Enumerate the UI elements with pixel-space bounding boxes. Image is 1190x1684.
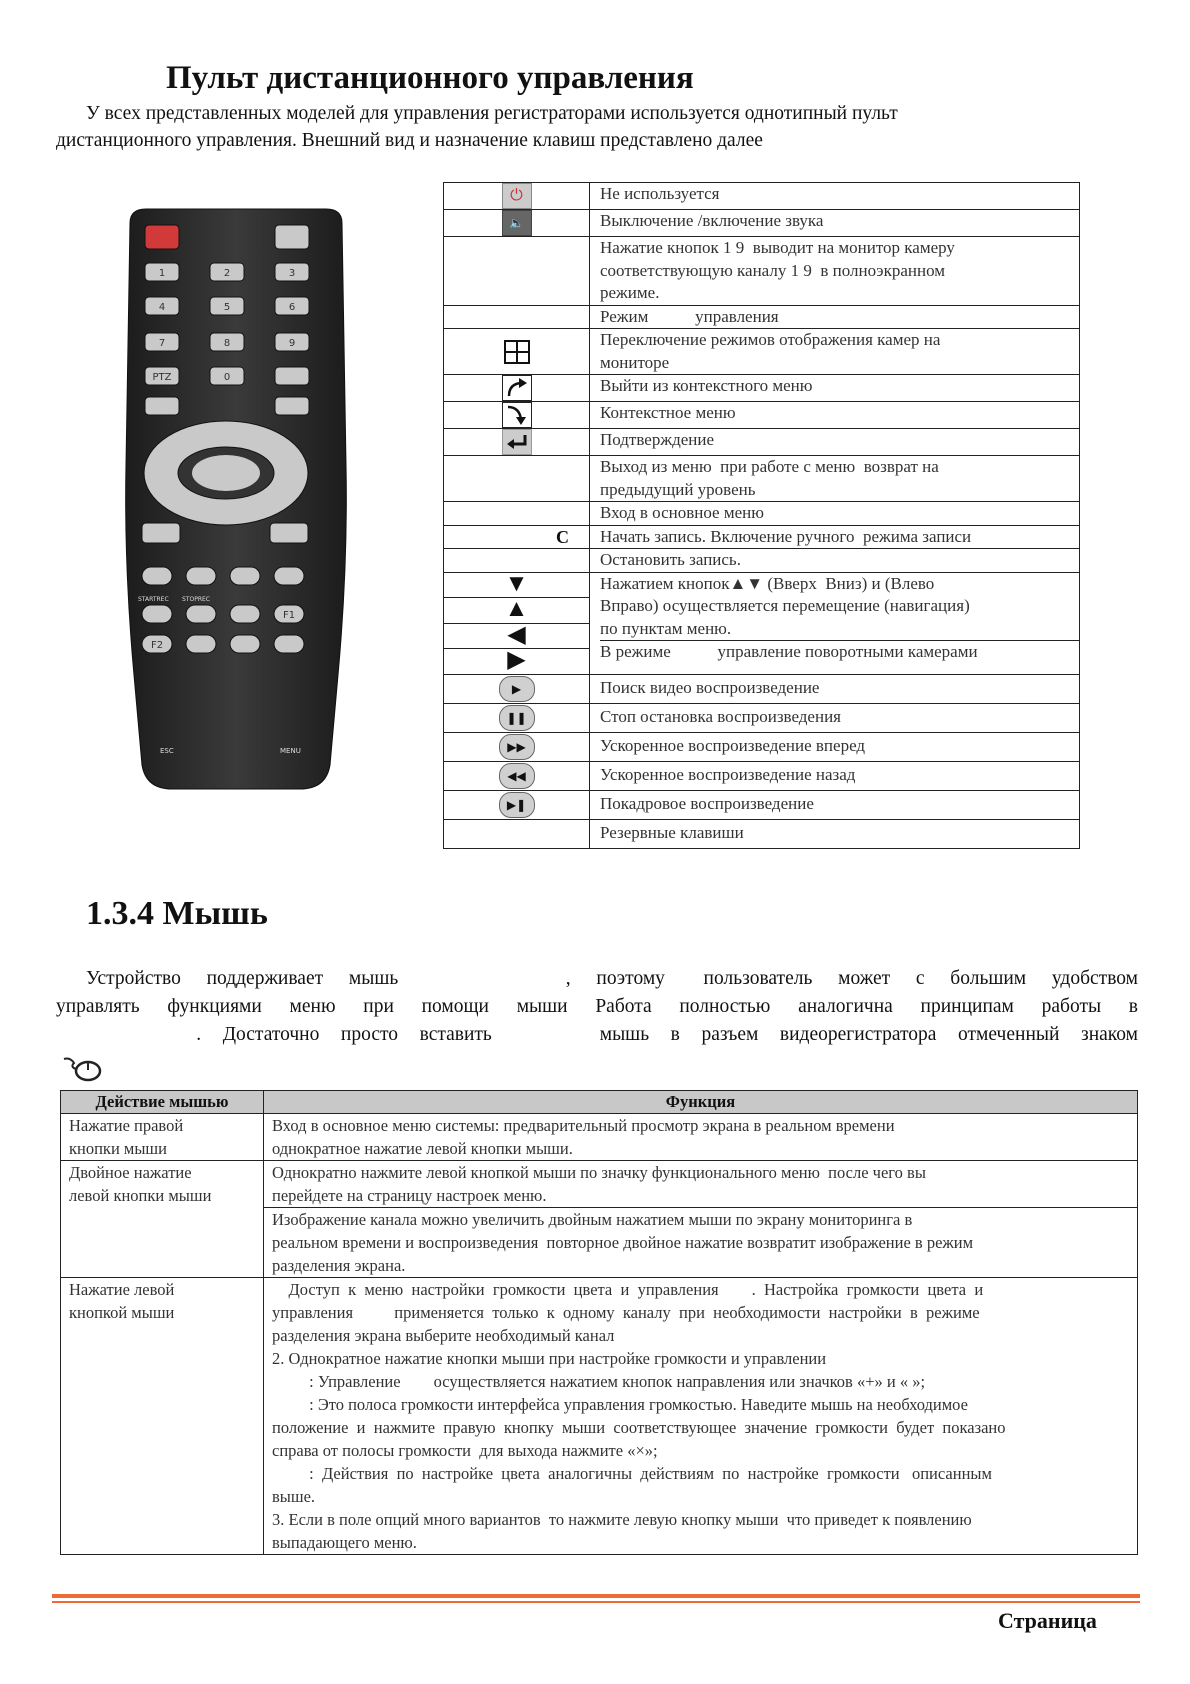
key-icon-cell (444, 183, 590, 210)
key-icon-cell (444, 525, 590, 549)
mouse-icon (60, 1055, 104, 1083)
play-description: Ускоренное воспроизведение назад (590, 761, 1080, 790)
mute-icon: 🔈 (502, 210, 532, 236)
function-line: Однократно нажмите левой кнопкой мыши по значку функционального меню после чего вы (272, 1163, 926, 1182)
key-row (444, 456, 1080, 502)
function-line: реальном времени и воспроизведения повторное двойное нажатие возвратит изображение в режим (272, 1233, 974, 1252)
remote-key-label: 5 (223, 302, 231, 313)
key-description-line: режиме. (600, 283, 660, 302)
key-row (444, 375, 1080, 402)
action-line: кнопки мыши (69, 1139, 167, 1158)
key-row (444, 502, 1080, 526)
function-line: 3. Если в поле опций много вариантов то нажмите левую кнопку мыши что приведет к появлению (272, 1510, 972, 1529)
play-row (444, 674, 1080, 703)
function-line: перейдете на страницу настроек меню. (272, 1186, 547, 1205)
action-cell (61, 1278, 264, 1555)
key-description-line: Переключение режимов отображения камер на (600, 330, 941, 349)
remote-rewind-key (142, 605, 172, 623)
key-description (590, 549, 1080, 573)
remote-keys-table (443, 182, 1080, 849)
play-row (444, 819, 1080, 848)
key-description-line: Режим управления (600, 306, 779, 326)
remote-power-key (145, 225, 179, 249)
function-cell (264, 1208, 1138, 1278)
key-row (444, 329, 1080, 375)
remote-pause-key (230, 567, 260, 585)
remote-key-label: PTZ (152, 372, 172, 383)
key-description (590, 210, 1080, 237)
key-description-line: Не используется (600, 184, 720, 203)
remote-mute-key (275, 225, 309, 249)
function-line: 2. Однократное нажатие кнопки мыши при настройке громкости и управлении (272, 1349, 827, 1368)
arrow-right-icon: ▶ (507, 647, 526, 673)
key-letter: C (556, 526, 569, 547)
key-description-line: предыдущий уровень (600, 479, 756, 499)
remote-key-label: 8 (223, 338, 231, 349)
frame-step-icon: ▶❚ (499, 792, 535, 818)
nav-description (590, 572, 1080, 674)
key-description-line: Нажатие кнопок 1 9 выводит на монитор камеру (600, 238, 955, 257)
remote-control-image (120, 205, 352, 793)
remote-startrec-label: STARTREC (138, 596, 169, 603)
play-row (444, 732, 1080, 761)
function-line: справа от полосы громкости для выхода нажмите «×»; (272, 1441, 658, 1460)
play-description: Резервные клавиши (590, 819, 1080, 848)
key-description (590, 502, 1080, 526)
function-line: однократное нажатие левой кнопки мыши. (272, 1139, 573, 1158)
para-line: . Достаточно просто вставить мышь в разъем видеорегистратора отмеченный знаком (56, 1024, 1138, 1045)
key-description (590, 456, 1080, 502)
nav-description-line: В режиме управление поворотными камерами (600, 640, 1079, 664)
remote-split-key (275, 367, 309, 385)
remote-stoprec-key (186, 567, 216, 585)
key-description-line: Подтверждение (600, 430, 715, 449)
split-screen-icon (504, 340, 530, 364)
remote-forward-key (186, 605, 216, 623)
action-cell (61, 1161, 264, 1278)
remote-key-label: 2 (223, 268, 231, 279)
key-icon-cell (444, 429, 590, 456)
remote-key-label: F2 (150, 640, 164, 651)
key-icon-cell (444, 237, 590, 306)
key-icon-cell (444, 502, 590, 526)
para-line: управлять функциями меню при помощи мыши Работа полностью аналогична принципам работы в (56, 996, 1138, 1017)
key-description-line: Начать запись. Включение ручного режима записи (600, 526, 972, 546)
remote-key-label: 7 (158, 338, 166, 349)
enter-icon (502, 429, 532, 455)
function-line: Изображение канала можно увеличить двойным нажатием мыши по экрану мониторинга в (272, 1210, 913, 1229)
play-row (444, 703, 1080, 732)
function-cell (264, 1114, 1138, 1161)
footer-rule (52, 1594, 1140, 1598)
remote-key-label: 3 (288, 268, 296, 279)
remote-play-key (274, 567, 304, 585)
key-icon-cell (444, 402, 590, 429)
key-row (444, 305, 1080, 329)
function-line: : Управление осуществляется нажатием кнопок направления или значков «+» и « »; (272, 1372, 926, 1391)
function-line: : Это полоса громкости интерфейса управления громкостью. Наведите мышь на необходимое (272, 1395, 968, 1414)
intro-line: У всех представленных моделей для управления регистраторами используется однотипный пульт (86, 103, 898, 124)
action-line: Нажатие правой (69, 1116, 184, 1135)
key-description (590, 402, 1080, 429)
key-row (444, 549, 1080, 573)
key-row (444, 402, 1080, 429)
power-icon: ⏻ (502, 183, 532, 209)
key-row (444, 210, 1080, 237)
key-description-line: соответствующую каналу 1 9 в полноэкранном (600, 260, 946, 280)
header-function: Функция (264, 1091, 1138, 1114)
action-line: левой кнопки мыши (69, 1186, 212, 1205)
arrow-left-icon: ◀ (507, 621, 526, 648)
pause-icon: ❚❚ (499, 705, 535, 731)
remote-exit-key (145, 397, 179, 415)
play-row (444, 790, 1080, 819)
footer-rule (52, 1601, 1140, 1603)
function-line: Доступ к меню настройки громкости цвета и управления . Настройка громкости цвета и (272, 1280, 984, 1299)
remote-step-key (230, 605, 260, 623)
key-row (444, 183, 1080, 210)
key-description (590, 429, 1080, 456)
exit-arrow-icon (502, 375, 532, 401)
key-description-line: Выход из меню при работе с меню возврат на (600, 457, 939, 476)
function-line: выше. (272, 1487, 316, 1506)
remote-key-label: 9 (288, 338, 296, 349)
remote-menu-key (270, 523, 308, 543)
key-description-line: Остановить запись. (600, 550, 741, 569)
page-title: Пульт дистанционного управления (166, 60, 694, 96)
header-action: Действие мышью (61, 1091, 264, 1114)
intro-text (56, 100, 1096, 154)
function-cell (264, 1278, 1138, 1555)
arrow-down-icon: ▼ (504, 570, 529, 597)
remote-reserve-key (230, 635, 260, 653)
action-cell (61, 1114, 264, 1161)
mouse-paragraph (56, 965, 1138, 1049)
remote-key-label: 6 (288, 302, 296, 313)
footer-page-label: Страница (998, 1608, 1097, 1633)
key-description (590, 329, 1080, 375)
key-description (590, 375, 1080, 402)
key-description (590, 305, 1080, 329)
remote-esc-label: ESC (160, 747, 174, 755)
key-description-line: Вход в основное меню (600, 503, 764, 522)
key-description-line: Выключение /включение звука (600, 211, 824, 230)
action-line: кнопкой мыши (69, 1303, 175, 1322)
function-line: Вход в основное меню системы: предварительный просмотр экрана в реальном времени (272, 1116, 895, 1135)
function-line: управления применяется только к одному каналу при необходимости настройки в режиме (272, 1303, 980, 1322)
mouse-actions-table (60, 1090, 1138, 1555)
nav-description-line: Нажатием кнопок▲▼ (Вверх Вниз) и (Влево (600, 573, 935, 593)
key-row (444, 429, 1080, 456)
key-description-line: Контекстное меню (600, 403, 736, 422)
function-line: разделения экрана. (272, 1256, 406, 1275)
key-description (590, 183, 1080, 210)
nav-description-line: по пунктам меню. (600, 618, 732, 638)
remote-key-label: 1 (158, 268, 166, 279)
remote-menu-label: MENU (280, 747, 301, 755)
key-description-line: Выйти из контекстного меню (600, 376, 813, 395)
key-description-line: мониторе (600, 352, 670, 372)
arrow-up-icon: ▲ (504, 596, 529, 622)
action-line: Нажатие левой (69, 1280, 175, 1299)
key-icon-cell (444, 456, 590, 502)
remote-key-label: 4 (158, 302, 166, 313)
function-line: : Действия по настройке цвета аналогичны действиям по настройке громкости описанным (272, 1464, 992, 1483)
section-title: 1.3.4 Мышь (86, 895, 268, 932)
remote-key-label: 0 (223, 372, 231, 383)
action-line: Двойное нажатие (69, 1163, 192, 1182)
remote-context-key (275, 397, 309, 415)
context-arrow-icon (502, 402, 532, 428)
nav-row (444, 572, 1080, 598)
remote-startrec-key (142, 567, 172, 585)
key-icon-cell (444, 329, 590, 375)
play-description: Стоп остановка воспроизведения (590, 703, 1080, 732)
key-icon-cell (444, 375, 590, 402)
key-icon-cell (444, 210, 590, 237)
remote-esc-key (142, 523, 180, 543)
table-row (61, 1278, 1138, 1555)
remote-stoprec-label: STOPREC (182, 596, 210, 603)
function-line: разделения экрана выберите необходимый канал (272, 1326, 615, 1345)
key-icon-cell (444, 305, 590, 329)
remote-reserve-key (186, 635, 216, 653)
play-icon: ▶ (499, 676, 535, 702)
function-cell (264, 1161, 1138, 1208)
intro-line: дистанционного управления. Внешний вид и назначение клавиш представлено далее (56, 130, 763, 151)
remote-key-label: F1 (282, 610, 296, 621)
function-line: выпадающего меню. (272, 1533, 417, 1552)
fast-forward-icon: ▶▶ (499, 734, 535, 760)
table-row (61, 1161, 1138, 1208)
rewind-icon: ◀◀ (499, 763, 535, 789)
play-row (444, 761, 1080, 790)
key-row (444, 237, 1080, 306)
table-row (61, 1114, 1138, 1161)
key-description (590, 237, 1080, 306)
play-description: Поиск видео воспроизведение (590, 674, 1080, 703)
key-icon-cell (444, 549, 590, 573)
key-description (590, 525, 1080, 549)
key-row (444, 525, 1080, 549)
nav-description-line: Вправо) осуществляется перемещение (навигация) (600, 596, 970, 615)
play-description: Покадровое воспроизведение (590, 790, 1080, 819)
remote-enter-key (192, 455, 260, 491)
play-description: Ускоренное воспроизведение вперед (590, 732, 1080, 761)
function-line: положение и нажмите правую кнопку мыши соответствующее значение громкости будет показано (272, 1418, 1006, 1437)
remote-reserve-key (274, 635, 304, 653)
para-line: Устройство поддерживает мышь , поэтому пользователь может с большим удобством (86, 968, 1138, 989)
